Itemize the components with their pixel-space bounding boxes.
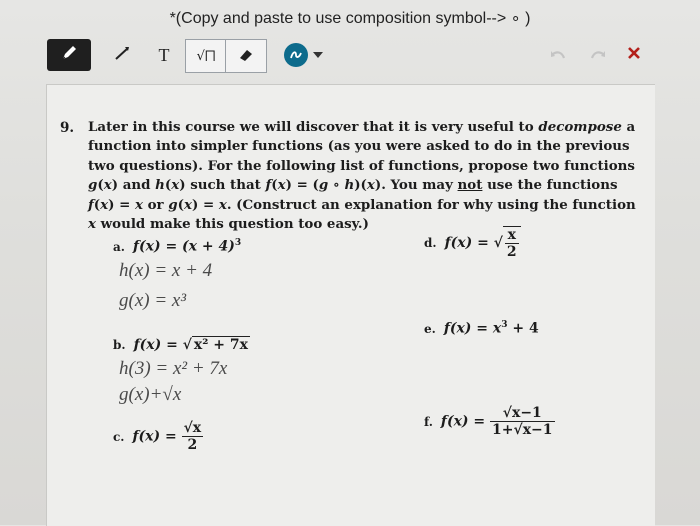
answer-a-h: h(x) = x + 4 — [119, 260, 213, 281]
item-f-numerator: √x−1 — [490, 405, 555, 422]
text-icon: T — [158, 44, 170, 65]
eraser-tool-button[interactable] — [225, 39, 267, 73]
answer-b-h: h(3) = x² + 7x — [119, 358, 228, 379]
item-c-lhs: f(x) = — [132, 428, 182, 445]
question-number: 9. — [60, 120, 75, 136]
item-e-lhs: f(x) = x — [443, 320, 502, 337]
line-icon — [113, 44, 131, 66]
item-f-lhs: f(x) = — [440, 413, 491, 430]
item-b-label: b. — [113, 338, 126, 352]
item-a-exponent: 3 — [234, 238, 242, 248]
item-a-expression: f(x) = (x + 4) — [132, 238, 235, 255]
item-f-denominator: 1+√x−1 — [492, 422, 553, 438]
undo-button[interactable] — [543, 39, 573, 71]
math-tool-button[interactable] — [185, 39, 227, 73]
item-d-label: d. — [424, 236, 437, 250]
item-f-label: f. — [424, 414, 433, 429]
item-d-lhs: f(x) = — [444, 235, 494, 251]
item-e — [424, 320, 539, 337]
composition-hint: *(Copy and paste to use composition symbol--> ∘ ) — [169, 10, 531, 27]
item-c-denominator: 2 — [187, 437, 198, 453]
item-d-numerator: x — [505, 227, 519, 244]
pen-tool-button[interactable] — [47, 39, 91, 71]
color-picker-icon — [284, 43, 308, 67]
item-c-label: c. — [113, 429, 125, 444]
item-e-rhs: + 4 — [507, 320, 539, 337]
color-picker-button[interactable] — [279, 39, 327, 71]
item-a-label: a. — [113, 239, 125, 254]
item-e-label: e. — [424, 321, 436, 336]
close-button[interactable] — [619, 39, 649, 71]
item-b-lhs: f(x) = — [133, 337, 183, 353]
eraser-icon — [238, 47, 254, 66]
item-c — [113, 420, 203, 453]
answer-b-g: g(x)+√x — [119, 384, 182, 405]
line-tool-button[interactable] — [105, 39, 139, 71]
text-tool-button[interactable] — [147, 39, 181, 71]
undo-icon — [549, 46, 567, 65]
answer-a-g: g(x) = x³ — [119, 290, 187, 311]
item-a — [113, 238, 241, 255]
pen-icon — [60, 44, 78, 66]
chevron-down-icon — [313, 52, 323, 58]
question-text: Later in this course we will discover that it is very useful to decompose a function into simpler functions (as you were asked to do in the previous two questions). For the following list of functions, propose two functions g(x) and h(x) such that f(x) = (g ∘ h)(x). You may not use the functions f(x) = x or g(x) = x. (Construct an explanation for why using the function x would make this question too easy.) — [88, 119, 636, 233]
redo-button[interactable] — [583, 39, 613, 71]
close-icon — [626, 45, 642, 65]
item-b: b. f(x) = √ x² + 7x — [113, 337, 248, 353]
drawing-toolbar — [47, 37, 647, 77]
item-e-exponent: 3 — [501, 320, 508, 330]
item-d: d. f(x) = √ $\frac{x}{2}$ — [424, 226, 521, 260]
item-c-numerator: √x — [183, 420, 202, 436]
sqrt-icon: √⨅ — [196, 48, 216, 64]
item-d-denominator: 2 — [506, 244, 517, 260]
item-b-radicand: x² + 7x — [193, 337, 248, 353]
redo-icon — [589, 46, 607, 65]
item-f — [424, 405, 555, 438]
